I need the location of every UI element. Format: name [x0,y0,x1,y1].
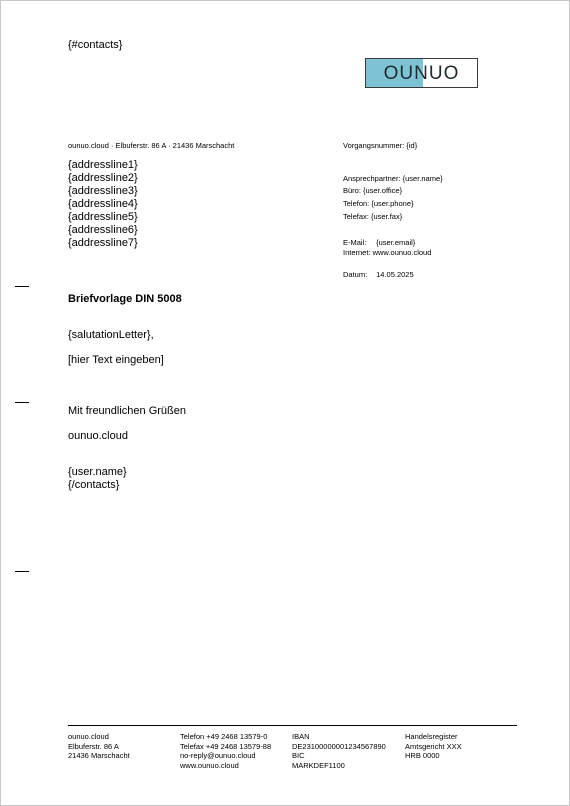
contacts-loop-open: {#contacts} [68,39,123,51]
fold-mark-top [15,286,29,287]
email-value: {user.email} [376,238,416,247]
punch-mark [15,402,29,403]
footer-line: Elbuferstr. 86 A [68,741,119,751]
address-line: {addressline1} [68,159,138,171]
footer-line: BIC [292,751,305,760]
footer-line: IBAN [292,732,310,741]
footer-line: Telefax +49 2468 13579-88 [180,741,272,751]
fax-label: Telefax: [343,212,369,221]
date-value: 14.05.2025 [376,270,414,279]
address-line: {addressline7} [68,237,138,249]
footer-divider [68,725,517,726]
phone-label: Telefon: [343,199,370,208]
letter-body-text: [hier Text eingeben] [68,354,164,366]
date-row [343,270,414,280]
logo-wordmark: OUNUO [383,63,460,84]
footer-line: MARKDEF1100 [292,760,345,770]
footer-contact [180,732,271,770]
footer-line: HRB 0000 [405,751,440,760]
footer-line: DE23100000001234567890 [292,741,386,751]
footer-line: no-reply@ounuo.cloud [180,751,256,760]
contacts-loop-close: {/contacts} [68,479,120,491]
email-label: E-Mail: [343,238,367,247]
footer-line: ounuo.cloud [68,732,109,741]
footer-line: 21436 Marschacht [68,751,130,760]
recipient-address-block [68,159,138,250]
sender-return-line: ounuo.cloud · Elbuferstr. 86 A · 21436 Marschacht [68,141,235,150]
fax-row [343,212,402,222]
address-line: {addressline6} [68,224,138,236]
address-line: {addressline4} [68,198,138,210]
address-line: {addressline2} [68,172,138,184]
office: Büro: {user.office} [343,186,403,195]
fax-value: {user.fax} [370,212,403,221]
footer-line: Telefon +49 2468 13579-0 [180,732,268,741]
footer-line: Handelsregister [405,732,458,741]
internet: Internet: www.ounuo.cloud [343,248,432,257]
footer-bank [292,732,386,770]
footer-line: Amtsgericht XXX [405,741,462,751]
email-row [343,238,415,248]
phone-row [343,199,414,209]
closing-phrase: Mit freundlichen Grüßen [68,405,186,417]
contact-person: Ansprechpartner: {user.name} [343,174,443,183]
footer-register [405,732,462,761]
fold-mark-bottom [15,571,29,572]
date-label: Datum: [343,270,368,279]
reference-number: Vorgangsnummer: {id} [343,141,418,150]
address-line: {addressline3} [68,185,138,197]
address-line: {addressline5} [68,211,138,223]
footer-line: www.ounuo.cloud [180,760,239,770]
footer-address [68,732,130,761]
company-logo [365,58,478,88]
company-name: ounuo.cloud [68,430,128,442]
letter-subject: Briefvorlage DIN 5008 [68,293,182,305]
phone-value: {user.phone} [371,199,414,208]
salutation: {salutationLetter}, [68,329,154,341]
signer-name: {user.name} [68,466,127,478]
